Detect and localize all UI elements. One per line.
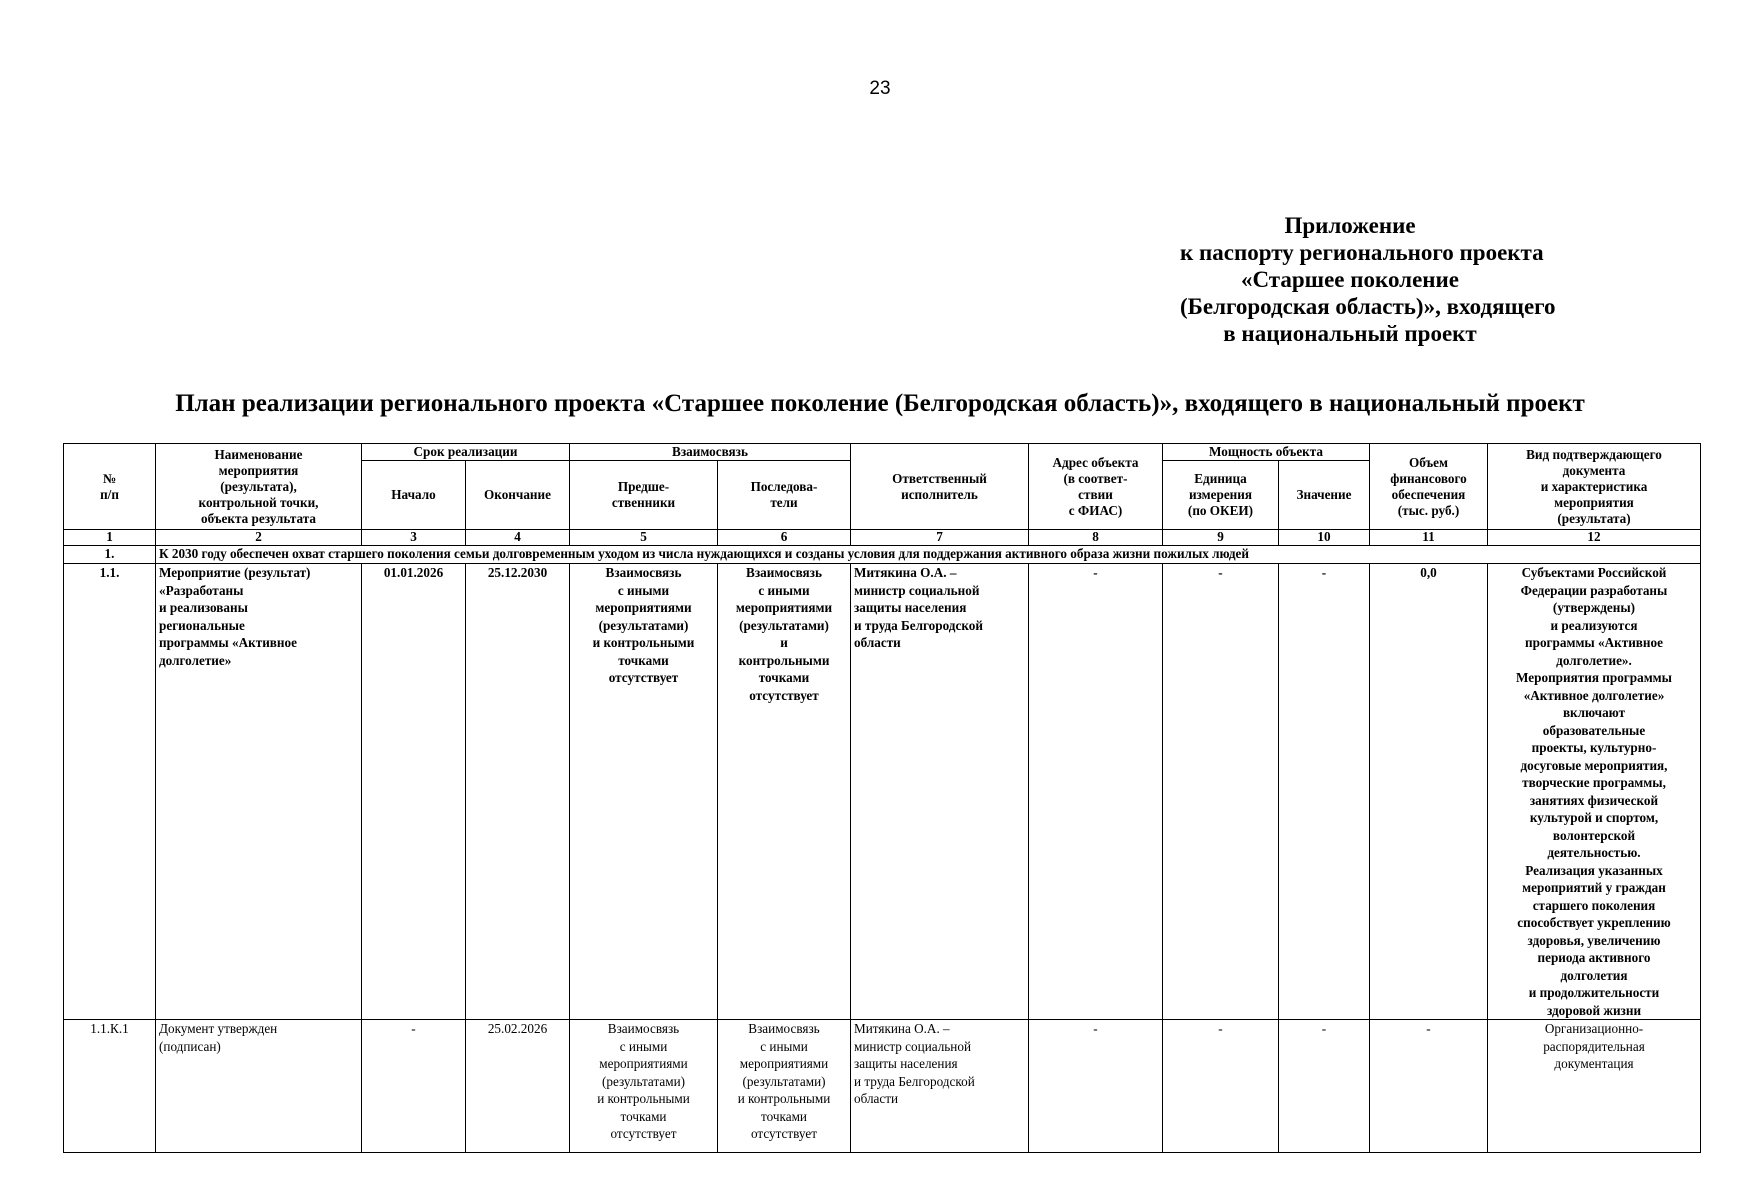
column-number: 12 (1488, 530, 1701, 546)
row-responsible: Митякина О.А. – министр социальной защиты населения и труда Белгородской области (851, 1020, 1029, 1153)
column-number: 10 (1279, 530, 1370, 546)
appendix-line: к паспорту регионального проекта (1180, 240, 1544, 265)
column-number: 3 (362, 530, 466, 546)
goal-num: 1. (64, 546, 156, 564)
header-predecessors: Предше- ственники (570, 461, 718, 530)
header-relation: Взаимосвязь (570, 444, 851, 461)
page-number: 23 (869, 78, 891, 99)
column-number: 2 (156, 530, 362, 546)
row-doc-type: Субъектами Российской Федерации разработаны (утверждены) и реализуются программы «Активное долголетие». Мероприятия программы «Активное долголетие» включают образовательные проекты, культурно- досуговые мероприятия, творческие программы, занятиях физической культурой и спортом, волонтерской деятельностью. Реализация указанных мероприятий у граждан старшего поколения способствует укреплению здоровья, увеличению периода активного долголетия и продолжительности здоровой жизни (1488, 564, 1701, 1020)
row-value: - (1279, 1020, 1370, 1153)
header-name: Наименование мероприятия (результата), контрольной точки, объекта результата (156, 444, 362, 530)
header-responsible: Ответственный исполнитель (851, 444, 1029, 530)
row-num: 1.1. (64, 564, 156, 1020)
row-unit: - (1163, 564, 1279, 1020)
column-numbers-row (64, 530, 1701, 546)
row-name: Документ утвержден (подписан) (156, 1020, 362, 1153)
column-number: 6 (718, 530, 851, 546)
header-doc-type: Вид подтверждающего документа и характеристика мероприятия (результата) (1488, 444, 1701, 530)
header-successors: Последова- тели (718, 461, 851, 530)
appendix-line: (Белгородская область)», входящего (1180, 294, 1556, 319)
row-funding: 0,0 (1370, 564, 1488, 1020)
header-start: Начало (362, 461, 466, 530)
column-number: 1 (64, 530, 156, 546)
implementation-plan-table (63, 443, 1701, 1153)
appendix-line: Приложение (1284, 213, 1416, 238)
table-row (64, 1020, 1701, 1153)
row-address: - (1029, 564, 1163, 1020)
row-start: - (362, 1020, 466, 1153)
row-predecessors: Взаимосвязь с иными мероприятиями (результатами) и контрольными точками отсутствует (570, 564, 718, 1020)
row-successors: Взаимосвязь с иными мероприятиями (результатами) и контрольными точками отсутствует (718, 1020, 851, 1153)
row-predecessors: Взаимосвязь с иными мероприятиями (результатами) и контрольными точками отсутствует (570, 1020, 718, 1153)
header-num: № п/п (64, 444, 156, 530)
header-capacity: Мощность объекта (1163, 444, 1370, 461)
row-funding: - (1370, 1020, 1488, 1153)
row-doc-type: Организационно- распорядительная документация (1488, 1020, 1701, 1153)
row-address: - (1029, 1020, 1163, 1153)
appendix-line: «Старшее поколение (1241, 267, 1459, 292)
row-num: 1.1.К.1 (64, 1020, 156, 1153)
row-responsible: Митякина О.А. – министр социальной защиты населения и труда Белгородской области (851, 564, 1029, 1020)
plan-title: План реализации регионального проекта «Старшее поколение (Белгородская область)», входящего в национальный проект (175, 390, 1585, 417)
header-unit: Единица измерения (по ОКЕИ) (1163, 461, 1279, 530)
goal-text: К 2030 году обеспечен охват старшего поколения семьи долговременным уходом из числа нуждающихся и созданы условия для поддержания активного образа жизни пожилых людей (156, 546, 1701, 564)
appendix-line: в национальный проект (1223, 321, 1477, 346)
column-number: 11 (1370, 530, 1488, 546)
appendix-heading (1180, 212, 1556, 347)
table-row (64, 564, 1701, 1020)
column-number: 5 (570, 530, 718, 546)
row-end: 25.12.2030 (466, 564, 570, 1020)
row-value: - (1279, 564, 1370, 1020)
column-number: 4 (466, 530, 570, 546)
header-funding: Объем финансового обеспечения (тыс. руб.) (1370, 444, 1488, 530)
row-successors: Взаимосвязь с иными мероприятиями (результатами) и контрольными точками отсутствует (718, 564, 851, 1020)
goal-row (64, 546, 1701, 564)
header-end: Окончание (466, 461, 570, 530)
column-number: 9 (1163, 530, 1279, 546)
row-unit: - (1163, 1020, 1279, 1153)
row-start: 01.01.2026 (362, 564, 466, 1020)
header-period: Срок реализации (362, 444, 570, 461)
row-name: Мероприятие (результат) «Разработаны и реализованы региональные программы «Активное долголетие» (156, 564, 362, 1020)
column-number: 8 (1029, 530, 1163, 546)
column-number: 7 (851, 530, 1029, 546)
header-value: Значение (1279, 461, 1370, 530)
row-end: 25.02.2026 (466, 1020, 570, 1153)
header-address: Адрес объекта (в соответ- ствии с ФИАС) (1029, 444, 1163, 530)
